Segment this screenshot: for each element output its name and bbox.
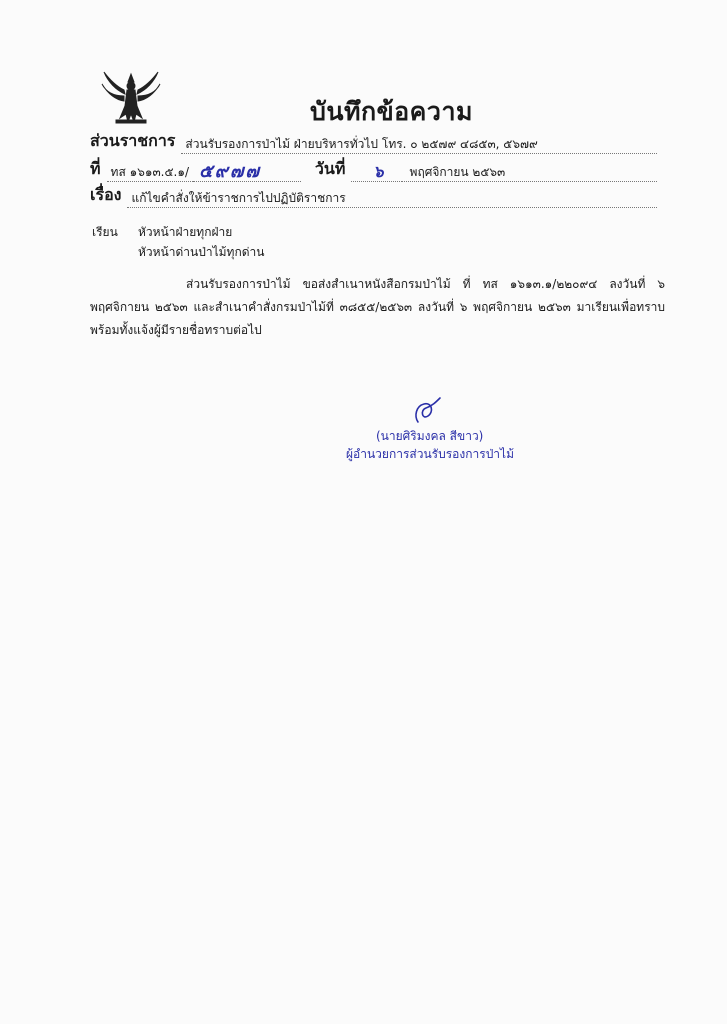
signer-position: ผู้อำนวยการส่วนรับรองการป่าไม้ (346, 447, 514, 461)
department-label: ส่วนราชการ (90, 131, 176, 150)
date-day-handwritten: ๖ (351, 163, 401, 182)
reference-prefix: ทส ๑๖๑๓.๕.๑/ (107, 164, 193, 182)
date-month-year: พฤศจิกายน ๒๕๖๓ (402, 164, 657, 182)
salutation-label: เรียน (92, 225, 118, 239)
document-title: บันทึกข้อความ (310, 97, 473, 126)
body-paragraph: ส่วนรับรองการป่าไม้ ขอส่งสำเนาหนังสือกรมป่าไม้ ที่ ทส ๑๖๑๓.๑/๒๒๐๙๔ ลงวันที่ ๖ พฤศจิกายน ๒๕๖๓ และสำเนาคำสั่งกรมป่าไม้ที่ ๓๘๕๕/๒๕๖๓ ลงวันที่ ๖ พฤศจิกายน ๒๕๖๓ มาเรียนเพื่อทราบ พร้อมทั้งแจ้งผู้มีรายชื่อทราบต่อไป (90, 277, 665, 337)
subject-row (90, 186, 657, 208)
department-value: ส่วนรับรองการป่าไม้ ฝ่ายบริหารทั่วไป โทร. ๐ ๒๕๗๙ ๔๘๕๓, ๕๖๗๙ (181, 136, 657, 154)
reference-date-row (90, 160, 657, 182)
recipient-line-2: หัวหน้าด่านป่าไม้ทุกด่าน (138, 245, 265, 259)
garuda-emblem-icon (100, 68, 162, 126)
date-label: วันที่ (314, 159, 346, 178)
recipient-line-1: หัวหน้าฝ่ายทุกฝ่าย (138, 225, 233, 239)
reference-number-handwritten: ๕๙๗๗ (193, 163, 301, 182)
reference-label: ที่ (90, 159, 101, 178)
subject-label: เรื่อง (90, 185, 122, 204)
department-row (90, 132, 657, 154)
subject-value: แก้ไขคำสั่งให้ข้าราชการไปปฏิบัติราชการ (127, 190, 657, 208)
signer-name: (นายศิริมงคล สีขาว) (376, 429, 484, 443)
signature-icon (410, 396, 444, 426)
